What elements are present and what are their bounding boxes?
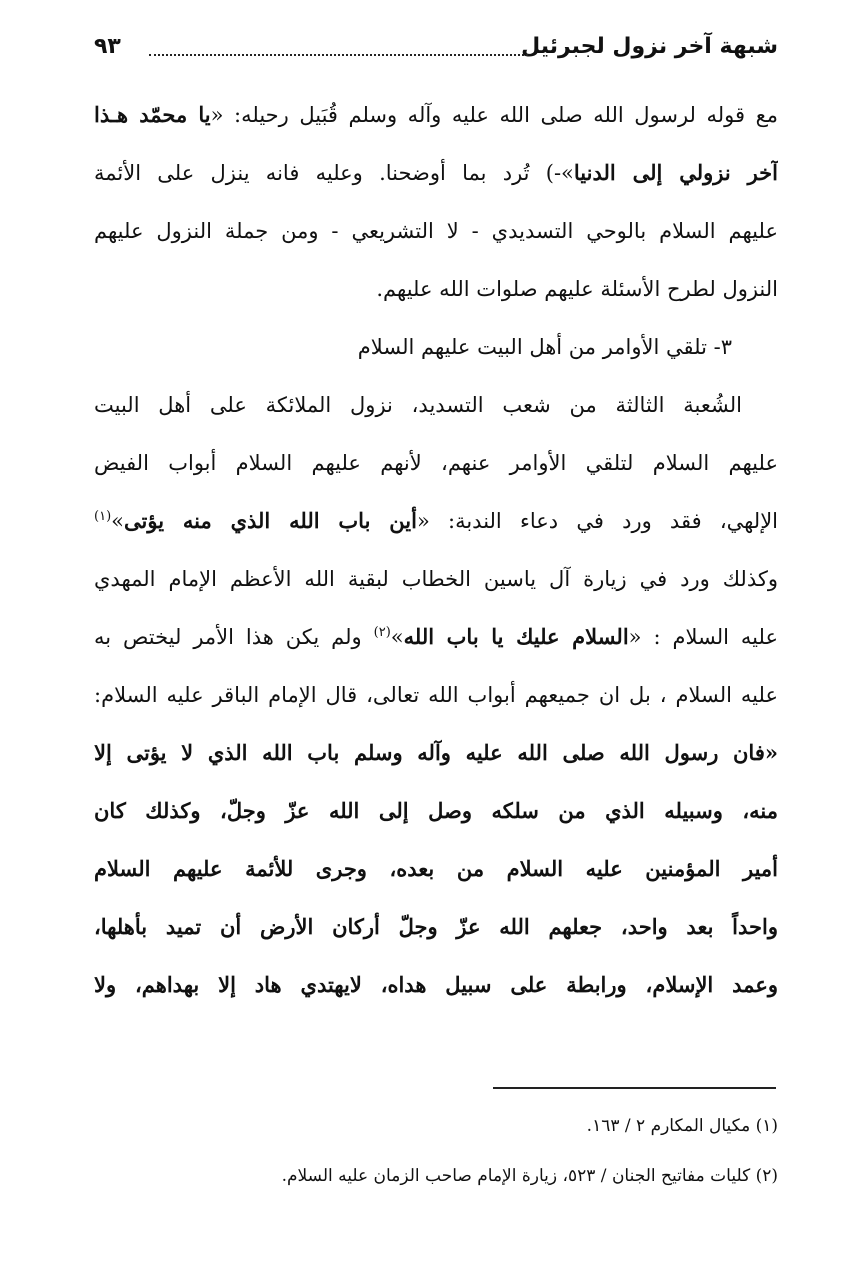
page-number: ٩٣ xyxy=(94,34,121,59)
text-line xyxy=(94,608,778,666)
quote-line: «فان رسول الله صلى الله عليه وآله وسلم باب الله الذي لا يؤتى إلا xyxy=(94,740,778,765)
text-run: »-) تُرد بما أوضحنا. وعليه فانه ينزل على الأئمة xyxy=(94,161,574,185)
text-line xyxy=(94,492,778,550)
footnote-ref[interactable]: (١) xyxy=(94,509,112,524)
footnote-1: (١) مكيال المكارم ٢ / ١٦٣. xyxy=(586,1116,778,1136)
quote-line: أمير المؤمنين عليه السلام من بعده، وجرى للأئمة عليهم السلام xyxy=(94,856,778,881)
section-heading: ٣- تلقي الأوامر من أهل البيت عليهم السلام xyxy=(357,335,732,359)
text-run: ولم يكن هذا الأمر ليختص به xyxy=(94,625,374,649)
footnotes xyxy=(94,1101,778,1201)
footnote-ref[interactable]: (٢) xyxy=(373,625,391,640)
main-text xyxy=(94,86,778,1014)
text-line: عليهم السلام بالوحي التسديدي - لا التشريعي - ومن جملة النزول عليهم xyxy=(94,219,778,243)
footnote-separator xyxy=(493,1087,776,1089)
text-run: عليه السلام : « xyxy=(628,625,778,649)
text-line: وكذلك ورد في زيارة آل ياسين الخطاب لبقية الله الأعظم الإمام المهدي xyxy=(94,567,778,591)
quote-bold: أين باب الله الذي منه يؤتى xyxy=(124,508,417,533)
text-line: النزول لطرح الأسئلة عليهم صلوات الله عليهم. xyxy=(376,277,778,301)
footnote-2: (٢) كليات مفاتيح الجنان / ٥٢٣، زيارة الإمام صاحب الزمان عليه السلام. xyxy=(281,1166,778,1186)
leader-dots xyxy=(149,54,528,56)
quote-bold: السلام عليك يا باب الله xyxy=(403,624,629,649)
text-line: عليهم السلام لتلقي الأوامر عنهم، لأنهم عليهم السلام أبواب الفيض xyxy=(94,451,778,475)
chapter-title: شبهة آخر نزول لجبرئيل xyxy=(521,34,778,59)
text-run: الإلهي، فقد ورد في دعاء الندبة: « xyxy=(416,509,778,533)
text-run: مع قوله لرسول الله صلى الله عليه وآله وسلم قُبَيل رحيله: « xyxy=(210,103,778,127)
text-line xyxy=(94,86,778,144)
quote-line: وعمد الإسلام، ورابطة على سبيل هداه، لايهتدي هاد إلا بهداهم، ولا xyxy=(94,972,778,997)
text-line: الشُعبة الثالثة من شعب التسديد، نزول الملائكة على أهل البيت xyxy=(94,393,742,417)
text-run: » xyxy=(111,509,124,533)
quote-line: منه، وسبيله الذي من سلكه وصل إلى الله عزّ وجلّ، وكذلك كان xyxy=(94,798,778,823)
quote-line: واحداً بعد واحد، جعلهم الله عزّ وجلّ أركان الأرض أن تميد بأهلها، xyxy=(94,914,778,939)
quote-bold: يا محمّد هـذا xyxy=(94,102,211,127)
quote-bold: آخر نزولي إلى الدنيا xyxy=(573,160,778,185)
running-header xyxy=(94,28,778,68)
text-line xyxy=(94,144,778,202)
text-run: » xyxy=(390,625,404,649)
text-line: عليه السلام ، بل ان جميعهم أبواب الله تعالى، قال الإمام الباقر عليه السلام: xyxy=(94,683,778,707)
